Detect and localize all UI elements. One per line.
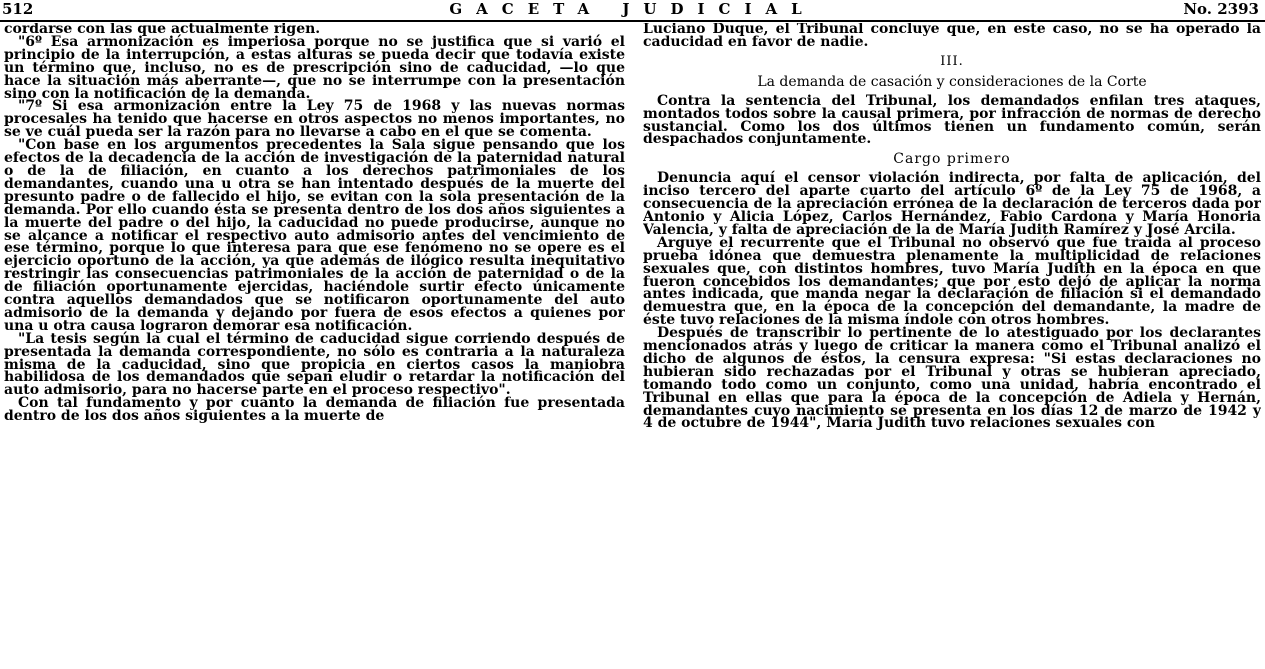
right-intro-paragraph: Luciano Duque, el Tribunal concluye que, en este caso, no se ha operado la caducidad en favor de nadie.: [643, 23, 1261, 50]
publication-title: GACETA JUDICIAL: [449, 0, 816, 18]
left-paragraph: Con tal fundamento y por cuanto la demanda de filiación fue presentada dentro de los dos años siguientes a la muerte de: [4, 395, 625, 425]
left-paragraph: "Con base en los argumentos precedentes la Sala sigue pensando que los efectos de la decadencia de la acción de investigación de la paternidad natural o de la de filiación, en cuanto a los derechos patrimoniales de los demandantes, cuando una u otra se han intentado después de la muerte del presunto padre o de fallecido el hijo, se evitan con la sola presentación de la demanda. Por ello cuando ésta se presenta dentro de los dos años siguientes a la muerte del padre o del hijo, la caducidad no puede producirse, aunque no se alcance a notificar el respectivo auto admisorio antes del vencimiento de ese término, porque lo que interesa para que ese fenómeno no se opere es el ejercicio oportuno de la acción, ya que además de ilógico resulta inequitativo restringir las consecuencias patrimoniales de la acción de paternidad o de la de filiación oportunamente ejercidas, haciéndole surtir efecto únicamente contra aquellos demandados que se notificaron oportunamente del auto admisorio de la demanda y dejando por fuera de esos efectos a quienes por una u otra causa lograron demorar esa notificación.: [4, 137, 625, 334]
cargo-paragraph: Después de transcribir lo pertinente de lo atestiguado por los declarantes mencionados atrás y luego de criticar la manera como el Tribunal analizó el dicho de algunos de éstos, la censura expresa: "Si estas declaraciones no hubieran sido rechazadas por el Tribunal y otras se hubieran apreciado, tomando todo como un conjunto, como una unidad, habría encontrado el Tribunal en ellas que para la época de la concepción de Adiela y Hernán, demandantes cuyo nacimiento se presenta en los días 12 de marzo de 1942 y 4 de octubre de 1944", María Judith tuvo relaciones sexuales con: [643, 325, 1261, 432]
section-title: La demanda de casación y consideraciones de la Corte: [757, 73, 1147, 90]
section-number: III.: [940, 53, 964, 69]
page-header: [0, 0, 1265, 22]
section-paragraph: Contra la sentencia del Tribunal, los demandados enfilan tres ataques, montados todos sobre la causal primera, por infracción de normas de derecho sustancial. Como los dos últimos tienen un fundamento común, serán despachados conjuntamente.: [643, 92, 1261, 148]
left-paragraph: "La tesis según la cual el término de caducidad sigue corriendo después de presentada la demanda correspondiente, no sólo es contraria a la naturaleza misma de la caducidad, sino que propicia en ciertos casos la maniobra habilidosa de los demandados que sepan eludir o retardar la notificación del auto admisorio, para no hacerse parte en el proceso respectivo".: [4, 330, 625, 399]
issue-number: No. 2393: [1183, 0, 1259, 18]
cargo-paragraph: Arguye el recurrente que el Tribunal no observó que fue traída al proceso prueba idónea que demuestra plenamente la multiplicidad de relaciones sexuales que, con distintos hombres, tuvo María Judith en la época en que fueron concebidos los demandantes; que por esto dejó de aplicar la norma antes indicada, que manda negar la declaración de filiación si el demandado demuestra que, en la época de la concepción del demandante, la madre de éste tuvo relaciones de la misma índole con otros hombres.: [643, 234, 1261, 329]
page-number: 512: [2, 0, 34, 18]
cargo-heading: Cargo primero: [893, 151, 1011, 168]
cargo-paragraph: Denuncia aquí el censor violación indirecta, por falta de aplicación, del inciso tercero del aparte cuarto del artículo 6º de la Ley 75 de 1968, a consecuencia de la apreciación errónea de la declaración de terceros dada por Antonio y Alicia López, Carlos Hernández, Fabio Cardona y María Honoria Valencia, y falta de apreciación de la de María Judith Ramírez y José Arcila.: [643, 170, 1261, 238]
left-paragraph: "7º Si esa armonización entre la Ley 75 de 1968 y las nuevas normas procesales ha tenido que hacerse en otros aspectos no menos importantes, no se ve cuál pueda ser la razón para no llevarse a cabo en el que se comenta.: [4, 98, 625, 141]
right-column: [643, 23, 1261, 669]
left-column: [4, 23, 625, 669]
left-paragraph: cordarse con las que actualmente rigen.: [4, 23, 321, 37]
left-paragraph: "6º Esa armonización es imperiosa porque no se justifica que si varió el principio de la interrupción, a estas alturas se pueda decir que todavía existe un término que, incluso, no es de prescripción sino de caducidad, —lo que hace la situación más aberrante—, que no se interrumpe con la presentación sino con la notificación de la demanda.: [4, 33, 625, 102]
